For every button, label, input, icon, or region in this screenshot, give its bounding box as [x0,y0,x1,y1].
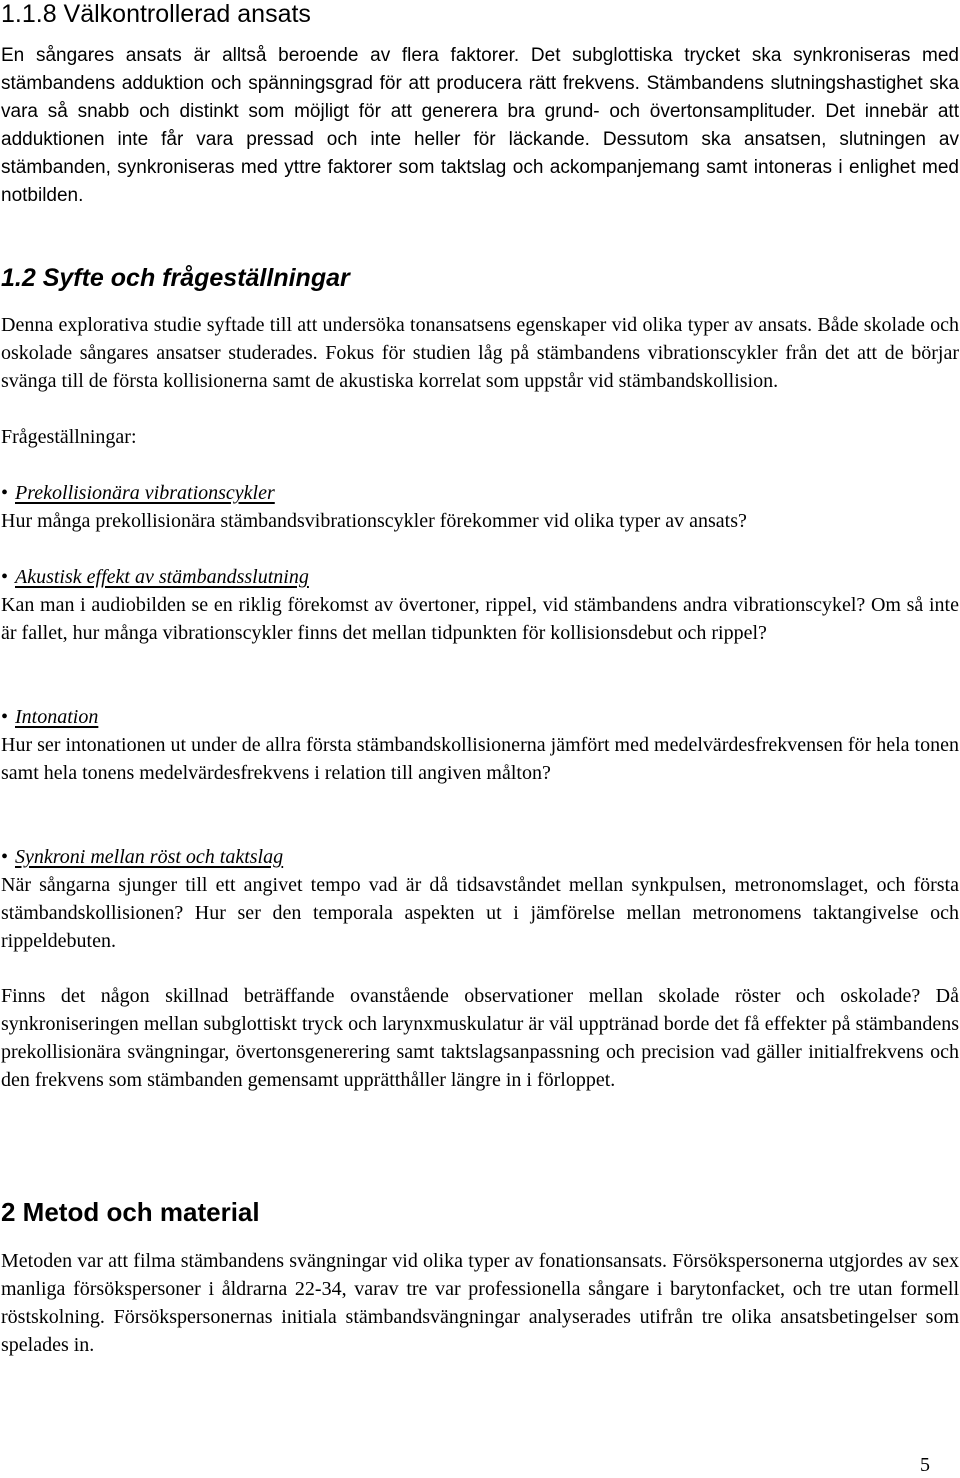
section-heading-purpose: 1.2 Syfte och frågeställningar [1,264,350,292]
question-heading [1,479,275,507]
closing-paragraph: Finns det någon skillnad beträffande ovanstående observationer mellan skolade röster och oskolade? Då synkroniseringen mellan subglottiskt tryck och larynxmuskulatur är väl upptränad borde det få effekter på stämbandens prekollisionära svängningar, övertonsgenerering samt taktslagsanpassning och precision vad gäller initialfrekvens och den frekvens som stämbanden gemensamt upprätthåller längre in i förloppet. [1,985,959,1091]
bullet-icon: • [1,846,9,868]
page-number: 5 [920,1454,930,1476]
question-title: Intonation [15,706,99,728]
bullet-icon: • [1,706,9,728]
question-text: Hur ser intonationen ut under de allra första stämbandskollisionerna jämfört med medelvärdesfrekvensen för hela tonen samt hela tonens medelvärdesfrekvens i relation till angiven målton? [1,734,959,784]
bullet-icon: • [1,566,9,588]
purpose-intro-paragraph: Denna explorativa studie syftade till att undersöka tonansatsens egenskaper vid olika typer av ansats. Både skolade och oskolade sångares ansatser studerades. Fokus för studien låg på stämbandens vibrationscykler från det att de börjar svänga till de första kollisionerna samt de akustiska korrelat som uppstår vid stämbandskollision. [1,314,959,392]
section-heading-method: 2 Metod och material [1,1197,260,1227]
method-paragraph: Metoden var att filma stämbandens svängningar vid olika typer av fonationsansats. Försökspersonerna utgjordes av sex manliga försökspersoner i åldrarna 22-34, varav tre var professionella sångare i barytonfacket, och tre utan formell röstskolning. Försökspersonernas initiala stämbandsvängningar analyserades utifrån tre olika ansatsbetingelser som spelades in. [1,1250,959,1356]
question-title: Prekollisionära vibrationscykler [15,482,275,504]
question-text: När sångarna sjunger till ett angivet tempo vad är då tidsavståndet mellan synkpulsen, metronomslaget, och första stämbandskollisionen? Hur ser den temporala aspekten ut i jämförelse mellan metronomens taktangivelse och rippeldebuten. [1,874,959,952]
subsection-heading: 1.1.8 Välkontrollerad ansats [1,0,311,28]
questions-label: Frågeställningar: [1,426,137,448]
subsection-paragraph: En sångares ansats är alltså beroende av flera faktorer. Det subglottiska trycket ska synkroniseras med stämbandens adduktion och spänningsgrad för att producera rätt frekvens. Stämbandens slutningshastighet ska vara så snabb och distinkt som möjligt för att generera bra grund- och övertonsamplituder. Det innebär att adduktionen inte får vara pressad och inte heller för läckande. Dessutom ska ansatsen, slutningen av stämbanden, synkroniseras med yttre faktorer som taktslag och ackompanjemang samt intoneras i enlighet med notbilden. [1,45,959,206]
question-heading [1,703,98,731]
question-title: Akustisk effekt av stämbandsslutning [15,566,309,588]
question-text: Kan man i audiobilden se en riklig förekomst av övertoner, rippel, vid stämbandens andra vibrationscykel? Om så inte är fallet, hur många vibrationscykler finns det mellan tidpunkten för kollisionsdebut och rippel? [1,594,959,644]
bullet-icon: • [1,482,9,504]
question-text: Hur många prekollisionära stämbandsvibrationscykler förekommer vid olika typer av ansats? [1,510,747,532]
question-title: Synkroni mellan röst och taktslag [15,846,284,868]
question-heading [1,843,283,871]
question-heading [1,563,309,591]
